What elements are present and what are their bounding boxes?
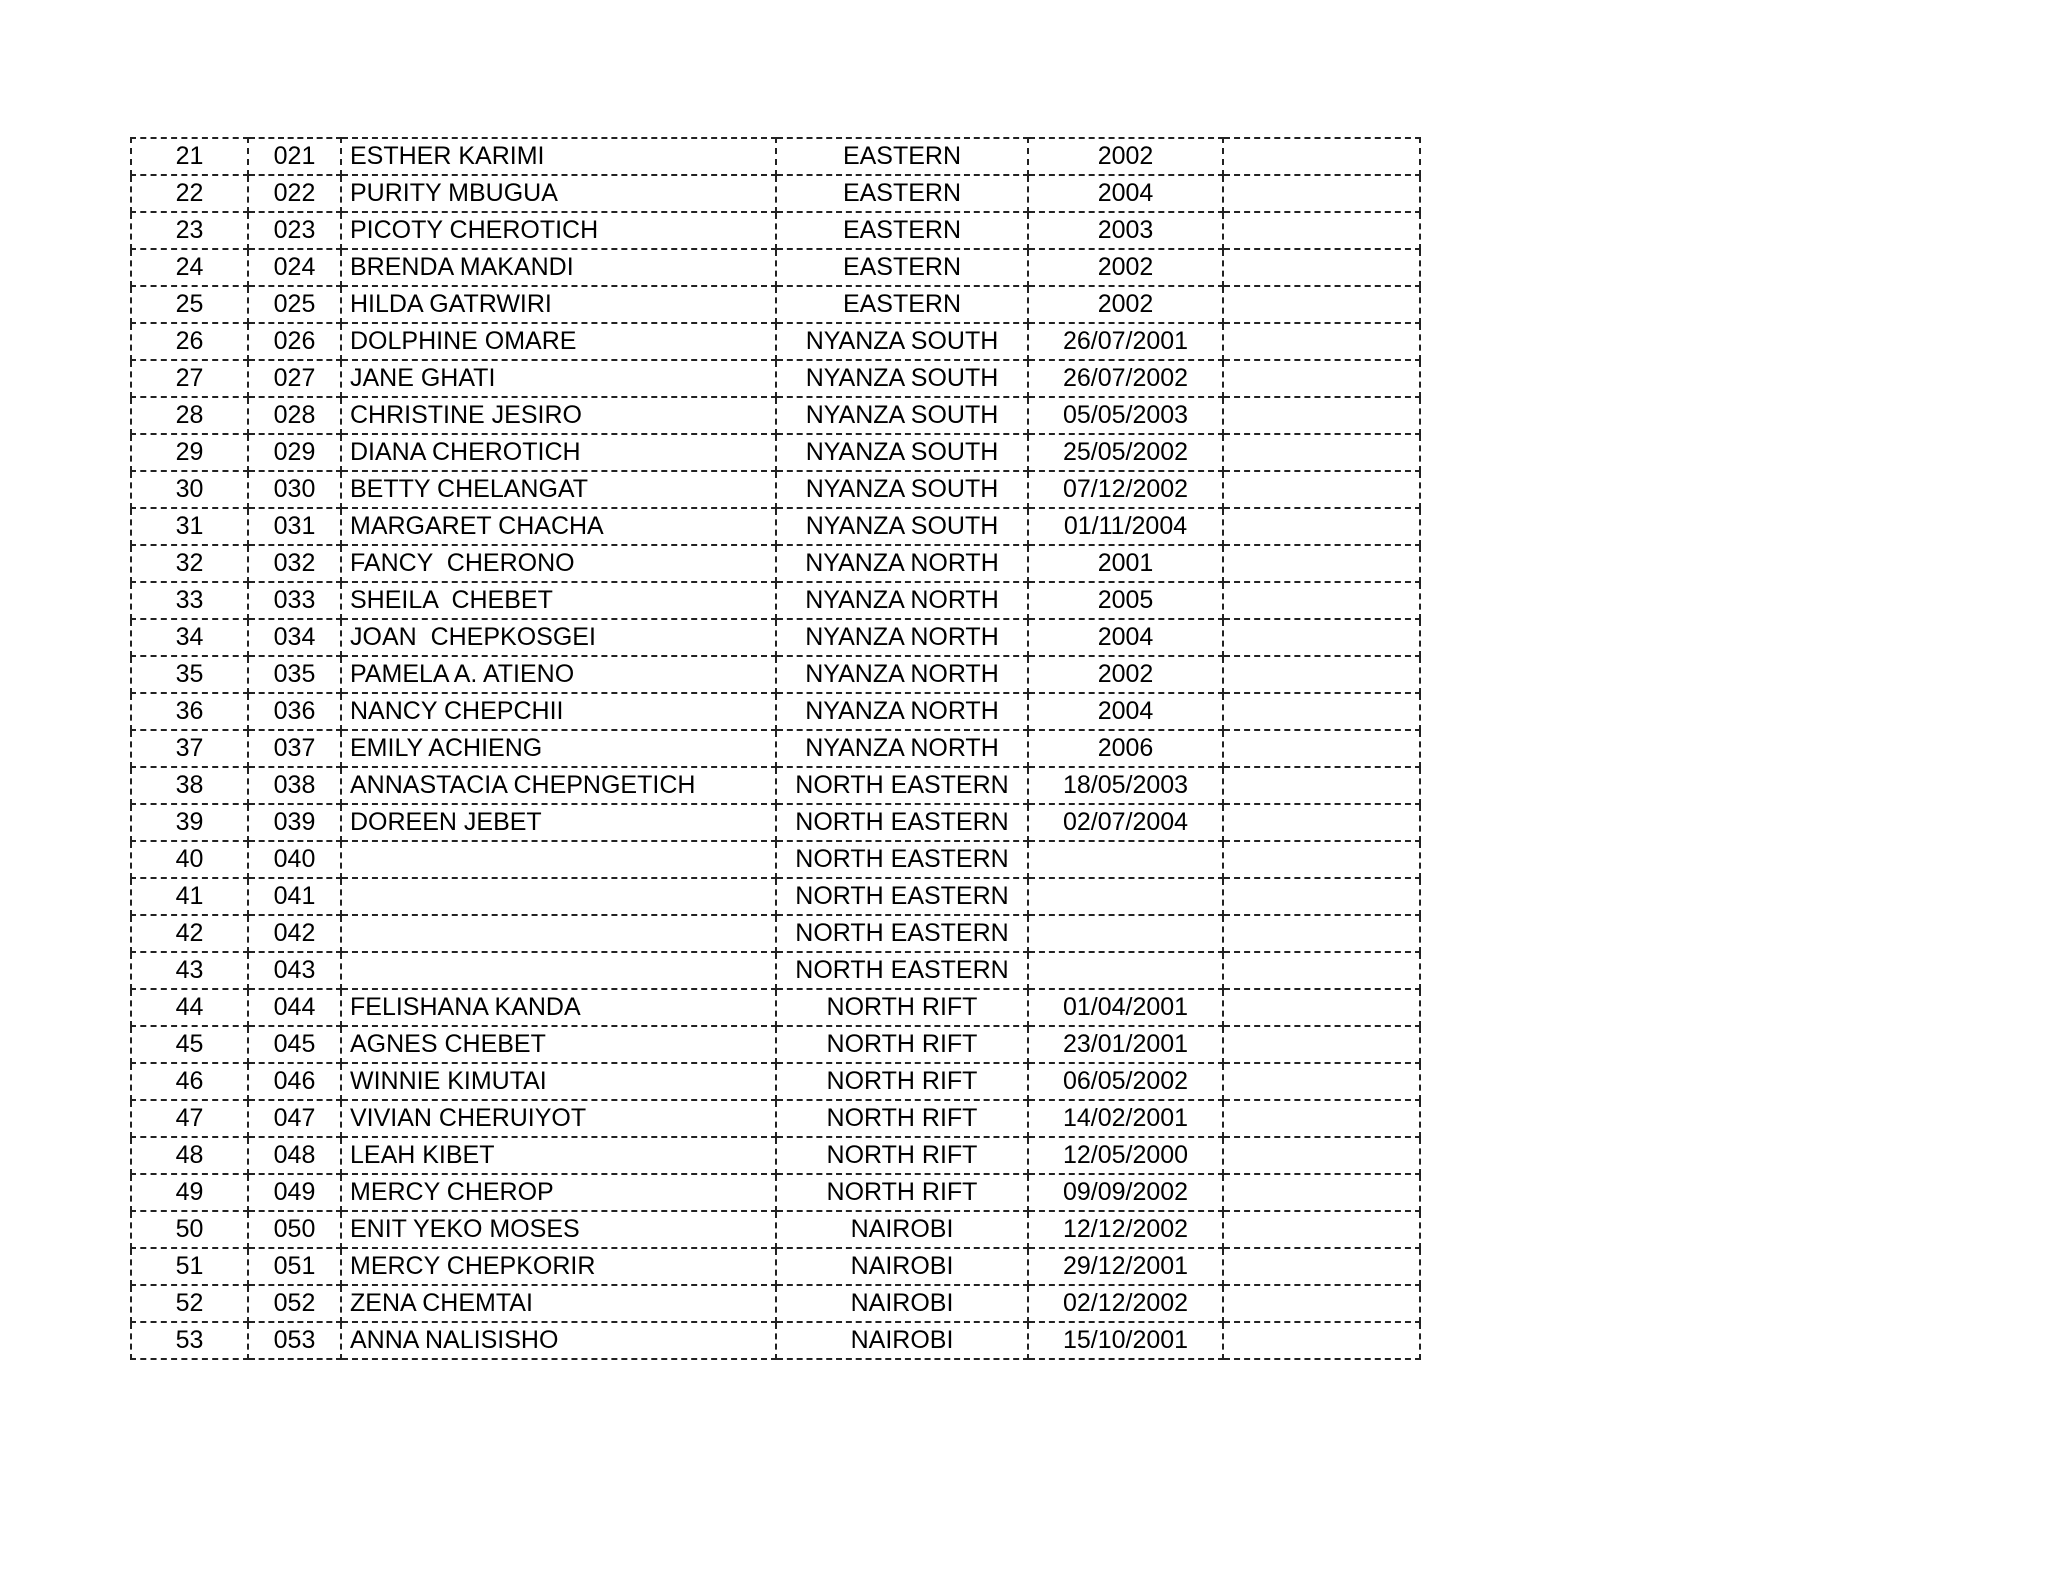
- region-cell: EASTERN: [776, 175, 1028, 212]
- remarks-cell: [1223, 323, 1420, 360]
- birth-date-cell: 02/12/2002: [1028, 1285, 1223, 1322]
- remarks-cell: [1223, 175, 1420, 212]
- row-number-cell: 51: [131, 1248, 248, 1285]
- table-row: [131, 212, 1420, 249]
- region-cell: EASTERN: [776, 249, 1028, 286]
- remarks-cell: [1223, 1174, 1420, 1211]
- region-cell: NORTH EASTERN: [776, 915, 1028, 952]
- table-row: [131, 693, 1420, 730]
- table-row: [131, 1211, 1420, 1248]
- remarks-cell: [1223, 915, 1420, 952]
- participant-name-cell: MARGARET CHACHA: [341, 508, 776, 545]
- participant-code-cell: 036: [248, 693, 341, 730]
- birth-date-cell: 26/07/2001: [1028, 323, 1223, 360]
- region-cell: NYANZA NORTH: [776, 545, 1028, 582]
- participant-name-cell: DIANA CHEROTICH: [341, 434, 776, 471]
- birth-date-cell: 2003: [1028, 212, 1223, 249]
- region-cell: NYANZA SOUTH: [776, 360, 1028, 397]
- region-cell: NORTH RIFT: [776, 1137, 1028, 1174]
- region-cell: NORTH EASTERN: [776, 841, 1028, 878]
- participant-code-cell: 034: [248, 619, 341, 656]
- table-row: [131, 138, 1420, 175]
- participant-code-cell: 047: [248, 1100, 341, 1137]
- table-row: [131, 1285, 1420, 1322]
- remarks-cell: [1223, 619, 1420, 656]
- birth-date-cell: 18/05/2003: [1028, 767, 1223, 804]
- participant-code-cell: 045: [248, 1026, 341, 1063]
- remarks-cell: [1223, 397, 1420, 434]
- roster-table: [130, 137, 1421, 1360]
- participant-code-cell: 035: [248, 656, 341, 693]
- participant-code-cell: 021: [248, 138, 341, 175]
- remarks-cell: [1223, 508, 1420, 545]
- region-cell: NORTH RIFT: [776, 1100, 1028, 1137]
- participant-name-cell: AGNES CHEBET: [341, 1026, 776, 1063]
- remarks-cell: [1223, 1322, 1420, 1359]
- participant-name-cell: CHRISTINE JESIRO: [341, 397, 776, 434]
- row-number-cell: 22: [131, 175, 248, 212]
- birth-date-cell: 12/12/2002: [1028, 1211, 1223, 1248]
- remarks-cell: [1223, 989, 1420, 1026]
- row-number-cell: 40: [131, 841, 248, 878]
- table-row: [131, 286, 1420, 323]
- row-number-cell: 46: [131, 1063, 248, 1100]
- birth-date-cell: 2006: [1028, 730, 1223, 767]
- region-cell: NYANZA SOUTH: [776, 508, 1028, 545]
- remarks-cell: [1223, 1063, 1420, 1100]
- remarks-cell: [1223, 582, 1420, 619]
- participant-name-cell: ESTHER KARIMI: [341, 138, 776, 175]
- birth-date-cell: 12/05/2000: [1028, 1137, 1223, 1174]
- row-number-cell: 39: [131, 804, 248, 841]
- birth-date-cell: [1028, 878, 1223, 915]
- region-cell: NAIROBI: [776, 1322, 1028, 1359]
- remarks-cell: [1223, 693, 1420, 730]
- table-row: [131, 249, 1420, 286]
- row-number-cell: 35: [131, 656, 248, 693]
- table-row: [131, 878, 1420, 915]
- remarks-cell: [1223, 1211, 1420, 1248]
- remarks-cell: [1223, 434, 1420, 471]
- remarks-cell: [1223, 1285, 1420, 1322]
- region-cell: NYANZA NORTH: [776, 693, 1028, 730]
- participant-name-cell: ZENA CHEMTAI: [341, 1285, 776, 1322]
- participant-name-cell: WINNIE KIMUTAI: [341, 1063, 776, 1100]
- region-cell: NORTH RIFT: [776, 1174, 1028, 1211]
- table-row: [131, 1100, 1420, 1137]
- birth-date-cell: 23/01/2001: [1028, 1026, 1223, 1063]
- birth-date-cell: 2002: [1028, 286, 1223, 323]
- row-number-cell: 26: [131, 323, 248, 360]
- participant-name-cell: MERCY CHEROP: [341, 1174, 776, 1211]
- participant-name-cell: PAMELA A. ATIENO: [341, 656, 776, 693]
- participant-code-cell: 044: [248, 989, 341, 1026]
- remarks-cell: [1223, 730, 1420, 767]
- birth-date-cell: 2002: [1028, 249, 1223, 286]
- participant-name-cell: DOLPHINE OMARE: [341, 323, 776, 360]
- birth-date-cell: 2002: [1028, 656, 1223, 693]
- birth-date-cell: 2004: [1028, 619, 1223, 656]
- participant-name-cell: [341, 841, 776, 878]
- remarks-cell: [1223, 286, 1420, 323]
- birth-date-cell: [1028, 841, 1223, 878]
- table-row: [131, 360, 1420, 397]
- birth-date-cell: 07/12/2002: [1028, 471, 1223, 508]
- row-number-cell: 47: [131, 1100, 248, 1137]
- participant-code-cell: 041: [248, 878, 341, 915]
- participant-name-cell: NANCY CHEPCHII: [341, 693, 776, 730]
- row-number-cell: 38: [131, 767, 248, 804]
- birth-date-cell: 25/05/2002: [1028, 434, 1223, 471]
- participant-name-cell: [341, 952, 776, 989]
- row-number-cell: 53: [131, 1322, 248, 1359]
- region-cell: NORTH RIFT: [776, 1026, 1028, 1063]
- birth-date-cell: 2002: [1028, 138, 1223, 175]
- participant-code-cell: 048: [248, 1137, 341, 1174]
- row-number-cell: 28: [131, 397, 248, 434]
- row-number-cell: 42: [131, 915, 248, 952]
- table-row: [131, 175, 1420, 212]
- remarks-cell: [1223, 1137, 1420, 1174]
- birth-date-cell: 15/10/2001: [1028, 1322, 1223, 1359]
- row-number-cell: 49: [131, 1174, 248, 1211]
- participant-name-cell: PURITY MBUGUA: [341, 175, 776, 212]
- participant-code-cell: 022: [248, 175, 341, 212]
- participant-code-cell: 049: [248, 1174, 341, 1211]
- remarks-cell: [1223, 1026, 1420, 1063]
- row-number-cell: 45: [131, 1026, 248, 1063]
- row-number-cell: 27: [131, 360, 248, 397]
- row-number-cell: 23: [131, 212, 248, 249]
- participant-name-cell: FANCY CHERONO: [341, 545, 776, 582]
- birth-date-cell: 2005: [1028, 582, 1223, 619]
- remarks-cell: [1223, 545, 1420, 582]
- region-cell: NYANZA NORTH: [776, 619, 1028, 656]
- birth-date-cell: 2004: [1028, 693, 1223, 730]
- participant-name-cell: HILDA GATRWIRI: [341, 286, 776, 323]
- table-row: [131, 804, 1420, 841]
- participant-name-cell: EMILY ACHIENG: [341, 730, 776, 767]
- birth-date-cell: 05/05/2003: [1028, 397, 1223, 434]
- participant-name-cell: BETTY CHELANGAT: [341, 471, 776, 508]
- table-row: [131, 397, 1420, 434]
- table-row: [131, 582, 1420, 619]
- participant-code-cell: 039: [248, 804, 341, 841]
- participant-name-cell: DOREEN JEBET: [341, 804, 776, 841]
- birth-date-cell: 09/09/2002: [1028, 1174, 1223, 1211]
- row-number-cell: 52: [131, 1285, 248, 1322]
- table-row: [131, 767, 1420, 804]
- remarks-cell: [1223, 1100, 1420, 1137]
- remarks-cell: [1223, 1248, 1420, 1285]
- remarks-cell: [1223, 212, 1420, 249]
- remarks-cell: [1223, 952, 1420, 989]
- participant-name-cell: JANE GHATI: [341, 360, 776, 397]
- participant-name-cell: PICOTY CHEROTICH: [341, 212, 776, 249]
- region-cell: NORTH EASTERN: [776, 878, 1028, 915]
- table-row: [131, 730, 1420, 767]
- table-row: [131, 545, 1420, 582]
- participant-code-cell: 042: [248, 915, 341, 952]
- participant-name-cell: BRENDA MAKANDI: [341, 249, 776, 286]
- row-number-cell: 21: [131, 138, 248, 175]
- row-number-cell: 34: [131, 619, 248, 656]
- row-number-cell: 29: [131, 434, 248, 471]
- row-number-cell: 48: [131, 1137, 248, 1174]
- participant-code-cell: 025: [248, 286, 341, 323]
- participant-name-cell: JOAN CHEPKOSGEI: [341, 619, 776, 656]
- region-cell: NAIROBI: [776, 1211, 1028, 1248]
- row-number-cell: 32: [131, 545, 248, 582]
- birth-date-cell: [1028, 952, 1223, 989]
- region-cell: NORTH RIFT: [776, 1063, 1028, 1100]
- table-row: [131, 1026, 1420, 1063]
- table-row: [131, 323, 1420, 360]
- participant-code-cell: 040: [248, 841, 341, 878]
- participant-code-cell: 024: [248, 249, 341, 286]
- remarks-cell: [1223, 360, 1420, 397]
- row-number-cell: 41: [131, 878, 248, 915]
- participant-code-cell: 037: [248, 730, 341, 767]
- table-row: [131, 841, 1420, 878]
- region-cell: NORTH RIFT: [776, 989, 1028, 1026]
- participant-name-cell: ANNASTACIA CHEPNGETICH: [341, 767, 776, 804]
- remarks-cell: [1223, 804, 1420, 841]
- region-cell: NYANZA SOUTH: [776, 471, 1028, 508]
- participant-code-cell: 032: [248, 545, 341, 582]
- region-cell: NYANZA NORTH: [776, 656, 1028, 693]
- birth-date-cell: 2004: [1028, 175, 1223, 212]
- row-number-cell: 24: [131, 249, 248, 286]
- remarks-cell: [1223, 841, 1420, 878]
- region-cell: NAIROBI: [776, 1248, 1028, 1285]
- table-row: [131, 1137, 1420, 1174]
- table-row: [131, 989, 1420, 1026]
- participant-code-cell: 026: [248, 323, 341, 360]
- table-row: [131, 1063, 1420, 1100]
- participant-name-cell: LEAH KIBET: [341, 1137, 776, 1174]
- birth-date-cell: 01/04/2001: [1028, 989, 1223, 1026]
- table-row: [131, 619, 1420, 656]
- region-cell: EASTERN: [776, 286, 1028, 323]
- participant-name-cell: ENIT YEKO MOSES: [341, 1211, 776, 1248]
- birth-date-cell: 2001: [1028, 545, 1223, 582]
- participant-name-cell: FELISHANA KANDA: [341, 989, 776, 1026]
- row-number-cell: 31: [131, 508, 248, 545]
- participant-code-cell: 046: [248, 1063, 341, 1100]
- row-number-cell: 33: [131, 582, 248, 619]
- table-row: [131, 1174, 1420, 1211]
- participant-code-cell: 043: [248, 952, 341, 989]
- table-row: [131, 434, 1420, 471]
- participant-code-cell: 028: [248, 397, 341, 434]
- participant-code-cell: 033: [248, 582, 341, 619]
- birth-date-cell: 14/02/2001: [1028, 1100, 1223, 1137]
- participant-name-cell: VIVIAN CHERUIYOT: [341, 1100, 776, 1137]
- table-row: [131, 471, 1420, 508]
- row-number-cell: 37: [131, 730, 248, 767]
- region-cell: EASTERN: [776, 138, 1028, 175]
- region-cell: NYANZA SOUTH: [776, 434, 1028, 471]
- remarks-cell: [1223, 249, 1420, 286]
- table-row: [131, 656, 1420, 693]
- row-number-cell: 36: [131, 693, 248, 730]
- birth-date-cell: 06/05/2002: [1028, 1063, 1223, 1100]
- table-row: [131, 952, 1420, 989]
- participant-code-cell: 031: [248, 508, 341, 545]
- participant-code-cell: 051: [248, 1248, 341, 1285]
- birth-date-cell: 01/11/2004: [1028, 508, 1223, 545]
- participant-code-cell: 053: [248, 1322, 341, 1359]
- region-cell: NORTH EASTERN: [776, 767, 1028, 804]
- participant-name-cell: [341, 915, 776, 952]
- participant-code-cell: 030: [248, 471, 341, 508]
- participant-code-cell: 052: [248, 1285, 341, 1322]
- row-number-cell: 25: [131, 286, 248, 323]
- table-row: [131, 915, 1420, 952]
- birth-date-cell: 26/07/2002: [1028, 360, 1223, 397]
- participant-name-cell: ANNA NALISISHO: [341, 1322, 776, 1359]
- remarks-cell: [1223, 767, 1420, 804]
- region-cell: NYANZA SOUTH: [776, 397, 1028, 434]
- table-row: [131, 1322, 1420, 1359]
- region-cell: NORTH EASTERN: [776, 952, 1028, 989]
- remarks-cell: [1223, 656, 1420, 693]
- region-cell: NYANZA NORTH: [776, 730, 1028, 767]
- participant-code-cell: 029: [248, 434, 341, 471]
- table-row: [131, 1248, 1420, 1285]
- participant-name-cell: MERCY CHEPKORIR: [341, 1248, 776, 1285]
- row-number-cell: 44: [131, 989, 248, 1026]
- participant-code-cell: 023: [248, 212, 341, 249]
- remarks-cell: [1223, 878, 1420, 915]
- participant-name-cell: SHEILA CHEBET: [341, 582, 776, 619]
- birth-date-cell: [1028, 915, 1223, 952]
- row-number-cell: 50: [131, 1211, 248, 1248]
- participant-code-cell: 050: [248, 1211, 341, 1248]
- participant-code-cell: 027: [248, 360, 341, 397]
- row-number-cell: 43: [131, 952, 248, 989]
- birth-date-cell: 29/12/2001: [1028, 1248, 1223, 1285]
- region-cell: NYANZA NORTH: [776, 582, 1028, 619]
- birth-date-cell: 02/07/2004: [1028, 804, 1223, 841]
- row-number-cell: 30: [131, 471, 248, 508]
- roster-body: [131, 138, 1420, 1359]
- region-cell: NAIROBI: [776, 1285, 1028, 1322]
- participant-name-cell: [341, 878, 776, 915]
- participant-code-cell: 038: [248, 767, 341, 804]
- table-row: [131, 508, 1420, 545]
- region-cell: NORTH EASTERN: [776, 804, 1028, 841]
- region-cell: NYANZA SOUTH: [776, 323, 1028, 360]
- remarks-cell: [1223, 138, 1420, 175]
- region-cell: EASTERN: [776, 212, 1028, 249]
- remarks-cell: [1223, 471, 1420, 508]
